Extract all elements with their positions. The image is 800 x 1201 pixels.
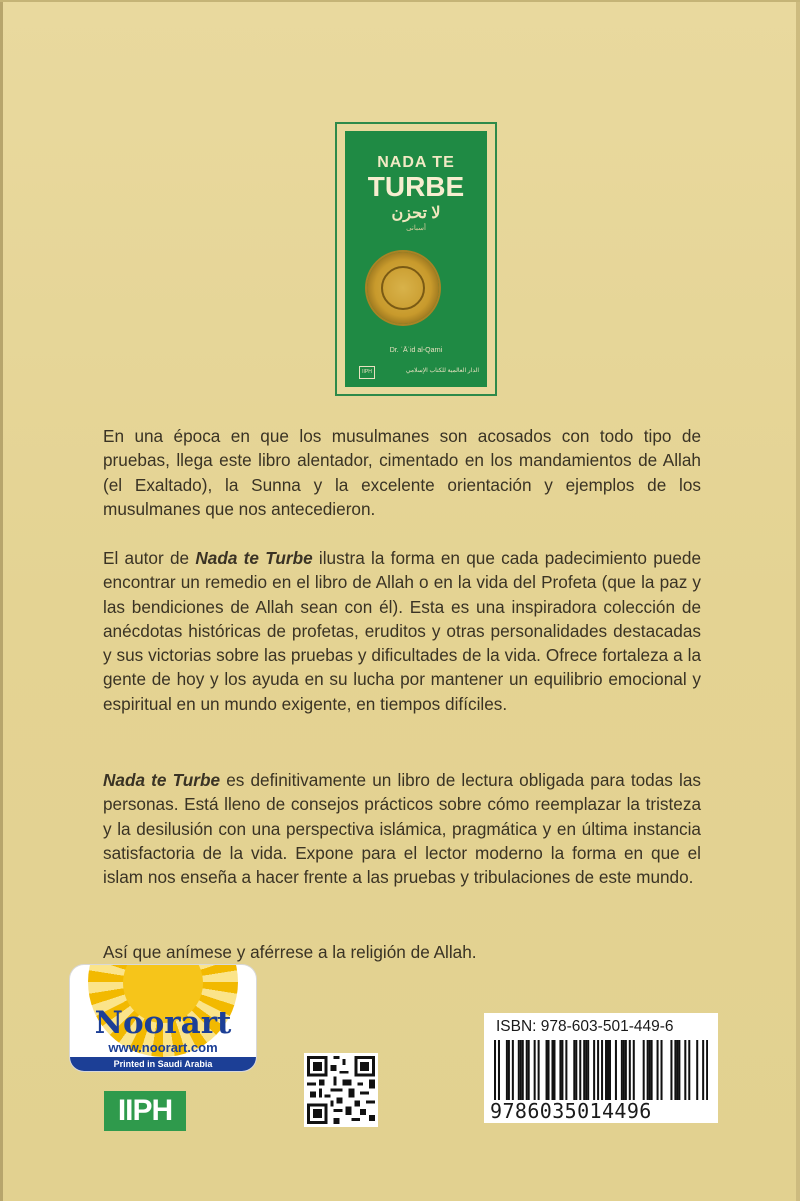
cover-arabic-title: لا تحزن <box>391 205 441 222</box>
blurb-paragraph-2 <box>103 546 701 716</box>
cover-arabic-subtitle: أسبانى <box>406 225 426 232</box>
barcode-label <box>484 1013 718 1123</box>
cover-author: Dr. ʿĀʾid al-Qarni <box>389 347 443 354</box>
paragraph-text <box>103 768 701 889</box>
cover-publisher-logo: IIPH <box>359 366 375 379</box>
qr-code-icon <box>304 1053 378 1127</box>
book-title-emphasis: Nada te Turbe <box>195 548 313 568</box>
cover-thumbnail <box>335 122 497 396</box>
barcode-digits: 9786035014496 <box>490 1099 652 1123</box>
paragraph-text: En una época en que los musulmanes son acosados con todo tipo de pruebas, llega este libro alentador, cimentado en los mandamientos de Allah (el Exaltado), la Sunna y la excelente orientación y ejemplos de los musulmanes que nos antecedieron. <box>103 426 701 519</box>
medallion-inner-ring <box>381 266 425 310</box>
cover-title-line2: TURBE <box>367 171 465 202</box>
paragraph-text <box>103 546 701 716</box>
barcode-icon <box>494 1040 708 1100</box>
paragraph-rest: ilustra la forma en que cada padecimiento puede encontrar un remedio en el libro de Allah o en la vida del Profeta (que la paz y las bendiciones de Allah sean con él). Esta es una inspiradora colección de anécdotas históricas de profetas, eruditos y otras personalidades destacadas y sus victorias sobre las pruebas y dificultades de la vida. Ofrece fortaleza a la gente de hoy y los ayuda en su lucha por mantener un equilibrio emocional y espiritual en un mundo exigente, en tiempos difíciles. <box>103 548 702 714</box>
blurb-paragraph-1 <box>103 424 701 521</box>
page-edge <box>796 0 800 1201</box>
sticker-brand: Noorart <box>94 1005 232 1041</box>
cover-publisher-arabic: الدار العالمية للكتاب الإسلامي <box>405 368 479 374</box>
isbn-text: ISBN: 978-603-501-449-6 <box>496 1018 674 1035</box>
paragraph-rest: es definitivamente un libro de lectura obligada para todas las personas. Está lleno de consejos prácticos sobre cómo reemplazar la tristeza y la desilusión con una perspectiva islámica, pragmática y en última instancia satisfactoria de la vida. Expone para el lector moderno la forma en que el islam nos enseña a hacer frente a las pruebas y tribulaciones de este mundo. <box>103 770 702 888</box>
calligraphy-medallion-icon <box>367 252 439 324</box>
blurb-paragraph-4 <box>103 940 701 964</box>
iiph-logo: IIPH <box>104 1091 186 1131</box>
book-title-emphasis: Nada te Turbe <box>103 770 221 790</box>
spine-edge <box>0 0 3 1201</box>
cover-title-line1: NADA TE <box>377 154 455 171</box>
cover-green-panel <box>345 131 487 387</box>
top-edge <box>0 0 800 2</box>
paragraph-text: Así que anímese y aférrese a la religión de Allah. <box>103 942 477 962</box>
noorart-sticker <box>70 965 256 1071</box>
blurb-paragraph-3 <box>103 768 701 889</box>
paragraph-lead: El autor de <box>103 548 196 568</box>
sticker-printed-in: Printed in Saudi Arabia <box>70 1057 256 1071</box>
sticker-url: www.noorart.com <box>108 1040 218 1055</box>
